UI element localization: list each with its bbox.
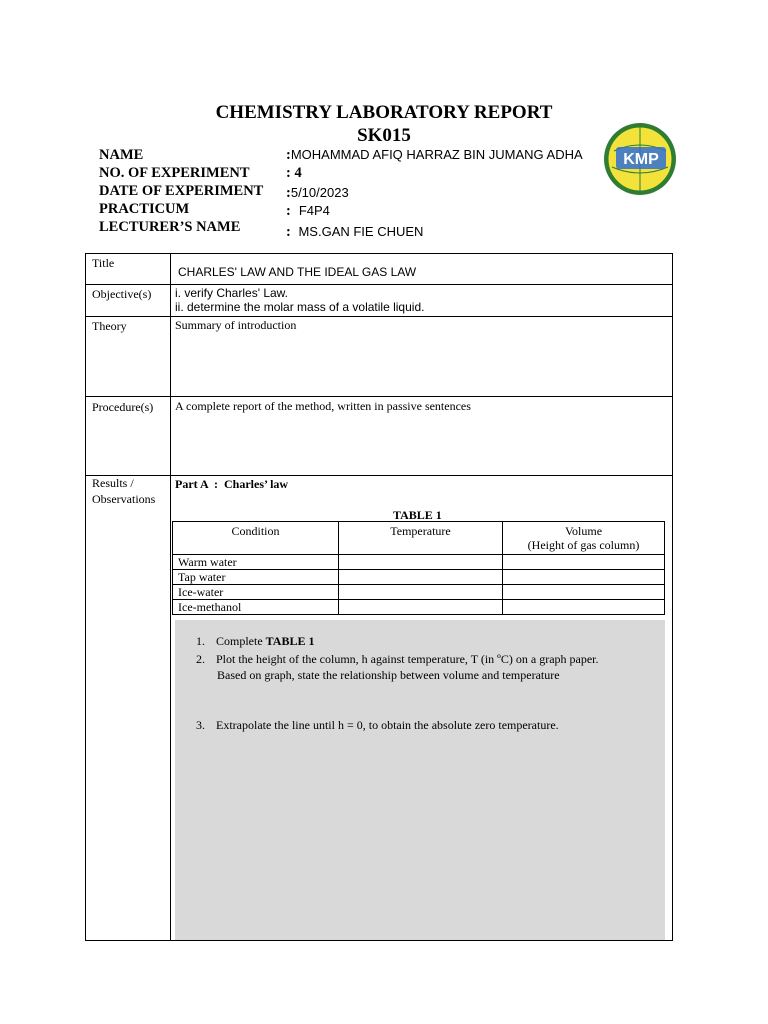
step-3 [196, 717, 559, 733]
volume-cell[interactable] [503, 570, 665, 585]
row-divider [86, 475, 672, 476]
step-bold-text: TABLE 1 [265, 634, 315, 648]
procedure-label: Procedure(s) [92, 400, 154, 414]
step-number: 2. [196, 652, 205, 666]
objective-line-2: ii. determine the molar mass of a volatile liquid. [175, 300, 425, 314]
table-1-title: TABLE 1 [393, 508, 442, 522]
part-a-heading: Part A : Charles’ law [175, 477, 289, 491]
observations-label: Observations [92, 492, 156, 506]
step-number: 3. [196, 718, 205, 732]
step-text: Complete [216, 634, 266, 648]
condition-cell: Ice-water [173, 585, 339, 600]
step-2 [196, 651, 599, 667]
info-label-experiment-no: NO. OF EXPERIMENT [99, 165, 250, 181]
info-label-practicum: PRACTICUM [99, 201, 190, 217]
logo-text: KMP [623, 151, 659, 168]
temperature-cell[interactable] [339, 555, 503, 570]
theory-value: Summary of introduction [175, 318, 297, 332]
volume-cell[interactable] [503, 585, 665, 600]
step-number: 1. [196, 634, 205, 648]
header-temperature: Temperature [339, 522, 503, 555]
step-1 [196, 633, 314, 649]
lecturer-name: MS.GAN FIE CHUEN [298, 224, 424, 239]
experiment-number: 4 [294, 165, 302, 181]
temperature-cell[interactable] [339, 600, 503, 615]
header-volume-line1: Volume [564, 524, 603, 538]
course-code: SK015 [357, 125, 411, 146]
volume-cell[interactable] [503, 600, 665, 615]
student-name: MOHAMMAD AFIQ HARRAZ BIN JUMANG ADHA [290, 147, 583, 162]
temperature-cell[interactable] [339, 585, 503, 600]
header-condition: Condition [173, 522, 339, 555]
procedure-value: A complete report of the method, written in passive sentences [175, 399, 471, 413]
title-value: CHARLES' LAW AND THE IDEAL GAS LAW [178, 265, 417, 279]
table-row [173, 555, 665, 570]
condition-cell: Warm water [173, 555, 339, 570]
report-title: CHEMISTRY LABORATORY REPORT [215, 102, 553, 123]
results-label: Results / [92, 476, 134, 490]
header-volume-line2: (Height of gas column) [527, 538, 640, 552]
title-label: Title [92, 256, 115, 270]
step-2-continued [217, 667, 560, 683]
header-volume [503, 522, 665, 555]
objective-line-1: i. verify Charles' Law. [175, 286, 288, 300]
table-row [173, 570, 665, 585]
theory-label: Theory [92, 319, 127, 333]
row-divider [86, 284, 672, 285]
info-values: :MOHAMMAD AFIQ HARRAZ BIN JUMANG ADHA : 4 :5/10/2023 : F4P4 : MS.GAN FIE CHUEN [286, 147, 583, 240]
table-1 [172, 521, 665, 615]
row-divider [86, 316, 672, 317]
practicum-code: F4P4 [298, 203, 330, 218]
step-text: Based on graph, state the relationship between volume and temperature [217, 668, 560, 682]
experiment-date: 5/10/2023 [290, 185, 349, 200]
condition-cell: Tap water [173, 570, 339, 585]
objective-label: Objective(s) [92, 287, 152, 301]
info-label-name: NAME [99, 147, 144, 163]
kmp-logo [602, 121, 678, 197]
temperature-cell[interactable] [339, 570, 503, 585]
step-text: Plot the height of the column, h against temperature, T (in ºC) on a graph paper. [216, 652, 599, 666]
info-labels [99, 146, 263, 236]
table-row [173, 585, 665, 600]
step-text: Extrapolate the line until h = 0, to obtain the absolute zero temperature. [216, 718, 559, 732]
table-row [173, 600, 665, 615]
row-divider [86, 396, 672, 397]
info-label-lecturer: LECTURER’S NAME [99, 219, 241, 235]
info-label-date: DATE OF EXPERIMENT [99, 183, 264, 199]
volume-cell[interactable] [503, 555, 665, 570]
column-divider [170, 254, 171, 940]
condition-cell: Ice-methanol [173, 600, 339, 615]
